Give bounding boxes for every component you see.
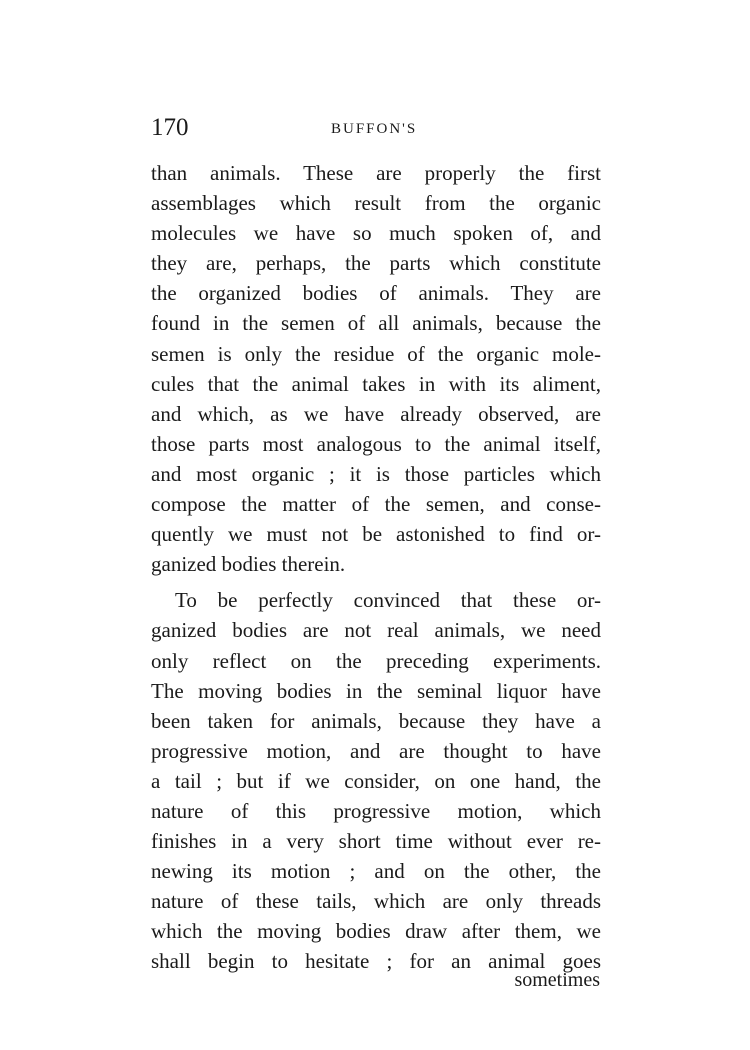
paragraph-2 [151, 585, 601, 976]
text-line: newing its motion ; and on the other, the [151, 859, 601, 884]
text-line: shall begin to hesitate ; for an animal goes [151, 949, 601, 974]
text-line: those parts most analogous to the animal itself, [151, 431, 601, 456]
text-line: cules that the animal takes in with its aliment, [151, 371, 601, 396]
paragraph-1 [151, 158, 601, 579]
text-line: and which, as we have already observed, are [151, 401, 601, 426]
running-title: BUFFON'S [331, 121, 418, 137]
text-line: To be perfectly convinced that these or- [175, 588, 601, 613]
text-line: quently we must not be astonished to find or- [151, 522, 601, 547]
text-line: molecules we have so much spoken of, and [151, 221, 601, 246]
text-line: they are, perhaps, the parts which constitute [151, 251, 601, 276]
text-line: a tail ; but if we consider, on one hand, the [151, 768, 601, 793]
text-line: semen is only the residue of the organic mole- [151, 341, 601, 366]
text-line: ganized bodies therein. [151, 552, 346, 577]
text-line: compose the matter of the semen, and conse- [151, 492, 601, 517]
text-line: and most organic ; it is those particles which [151, 461, 601, 486]
page-header [151, 113, 601, 147]
text-line: than animals. These are properly the first [151, 161, 601, 185]
text-line: nature of this progressive motion, which [151, 798, 601, 823]
text-line: The moving bodies in the seminal liquor have [151, 678, 601, 703]
body-text [151, 158, 601, 977]
page-number: 170 [151, 114, 189, 141]
text-line: been taken for animals, because they have a [151, 708, 601, 733]
text-line: finishes in a very short time without ever re- [151, 829, 601, 854]
text-line: progressive motion, and are thought to have [151, 738, 601, 763]
catchword: sometimes [514, 969, 600, 991]
text-line: found in the semen of all animals, because the [151, 311, 601, 336]
text-line: assemblages which result from the organic [151, 191, 601, 216]
text-line: ganized bodies are not real animals, we need [151, 618, 601, 643]
text-line: nature of these tails, which are only threads [151, 889, 601, 914]
text-line: which the moving bodies draw after them, we [151, 919, 601, 944]
text-line: only reflect on the preceding experiments. [151, 648, 601, 673]
text-line: the organized bodies of animals. They are [151, 281, 601, 306]
